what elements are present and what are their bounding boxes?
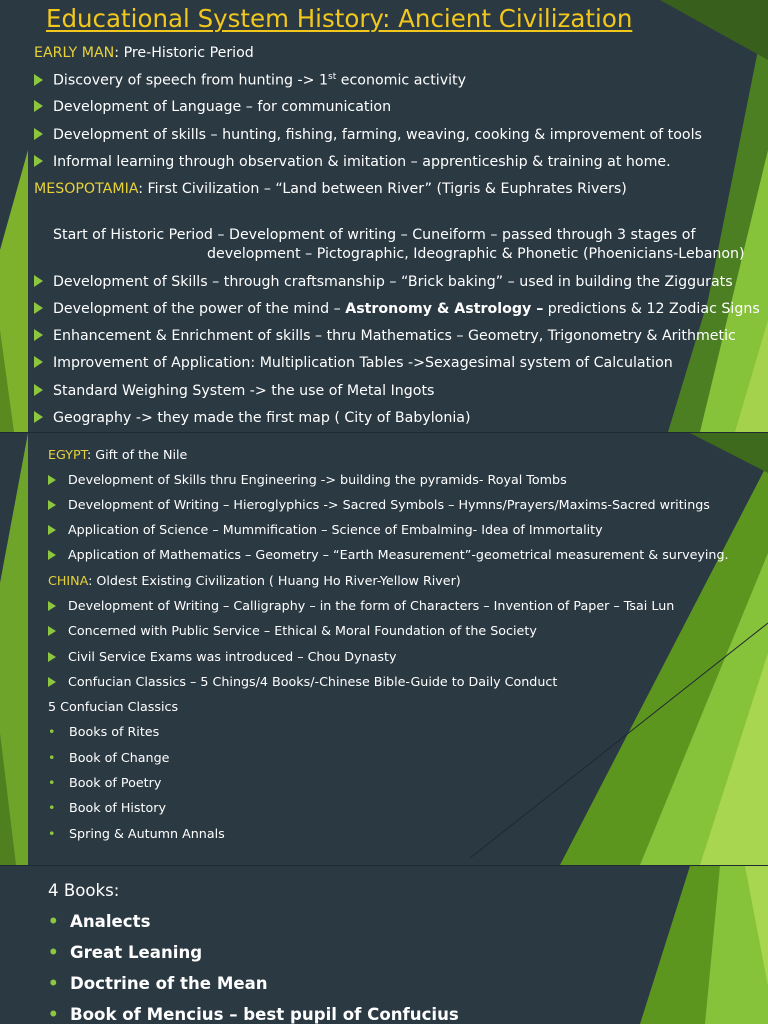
dot-bullet-icon: • <box>48 912 59 931</box>
list-item: Development of Writing – Calligraphy – in the form of Characters – Invention of Paper – Tsai Lun <box>48 598 674 613</box>
arrow-bullet-icon <box>48 550 56 560</box>
list-item: • Book of Change <box>48 750 170 765</box>
dot-bullet-icon: • <box>48 974 59 993</box>
list-item: Development of Skills – through craftsmanship – “Brick baking” – used in building the Ziggurats <box>34 274 733 291</box>
list-item: • Book of Mencius – best pupil of Confucius <box>48 1005 459 1024</box>
list-item: • Book of Poetry <box>48 775 162 790</box>
list-item: Geography -> they made the first map ( City of Babylonia) <box>34 410 471 427</box>
arrow-bullet-icon <box>34 74 43 86</box>
list-item: • Doctrine of the Mean <box>48 974 268 993</box>
arrow-bullet-icon <box>34 155 43 167</box>
china-label: CHINA <box>48 573 89 588</box>
dot-bullet-icon: • <box>48 943 59 962</box>
slide-3 <box>0 866 768 1024</box>
list-item: Informal learning through observation & imitation – apprenticeship & training at home. <box>34 154 671 171</box>
early-man-heading <box>34 45 254 62</box>
list-item: Concerned with Public Service – Ethical & Moral Foundation of the Society <box>48 623 537 638</box>
egypt-subtitle: : Gift of the Nile <box>86 447 188 462</box>
arrow-bullet-icon <box>34 411 43 423</box>
list-item: Development of Writing – Hieroglyphics -> Sacred Symbols – Hymns/Prayers/Maxims-Sacred writings <box>48 497 710 512</box>
arrow-bullet-icon <box>48 601 56 611</box>
mesopotamia-subtitle: : First Civilization – “Land between River” (Tigris & Euphrates Rivers) <box>138 181 627 197</box>
list-item: Development of the power of the mind – Astronomy & Astrology – predictions & 12 Zodiac Signs <box>34 301 760 318</box>
mesopotamia-heading <box>34 181 627 198</box>
dot-bullet-icon: • <box>48 724 56 739</box>
arrow-bullet-icon <box>34 356 43 368</box>
arrow-bullet-icon <box>48 475 56 485</box>
list-item: Confucian Classics – 5 Chings/4 Books/-Chinese Bible-Guide to Daily Conduct <box>48 674 557 689</box>
arrow-bullet-icon <box>34 329 43 341</box>
arrow-bullet-icon <box>48 652 56 662</box>
list-item: • Spring & Autumn Annals <box>48 826 225 841</box>
arrow-bullet-icon <box>48 525 56 535</box>
list-item: Development of skills – hunting, fishing, farming, weaving, cooking & improvement of tools <box>34 127 702 144</box>
arrow-bullet-icon <box>34 275 43 287</box>
list-item: Improvement of Application: Multiplication Tables ->Sexagesimal system of Calculation <box>34 355 673 372</box>
china-heading <box>48 573 461 588</box>
list-item: • Great Leaning <box>48 943 203 962</box>
arrow-bullet-icon <box>48 677 56 687</box>
mesopotamia-paragraph-line-2: development – Pictographic, Ideographic & Phonetic (Phoenicians-Lebanon) <box>207 246 745 262</box>
list-item: Application of Mathematics – Geometry – “Earth Measurement”-geometrical measurement & surveying. <box>48 547 729 562</box>
egypt-label: EGYPT <box>48 447 87 462</box>
list-item: Civil Service Exams was introduced – Chou Dynasty <box>48 649 397 664</box>
dot-bullet-icon: • <box>48 750 56 765</box>
list-item: Development of Skills thru Engineering -> building the pyramids- Royal Tombs <box>48 472 567 487</box>
arrow-bullet-icon <box>48 500 56 510</box>
list-item: Application of Science – Mummification – Science of Embalming- Idea of Immortality <box>48 522 603 537</box>
classics-heading: 5 Confucian Classics <box>48 699 179 714</box>
arrow-bullet-icon <box>34 384 43 396</box>
list-item: Discovery of speech from hunting -> 1st economic activity <box>34 72 466 90</box>
dot-bullet-icon: • <box>48 1005 59 1024</box>
slide-2 <box>0 433 768 865</box>
arrow-bullet-icon <box>34 100 43 112</box>
mesopotamia-paragraph-line-1: Start of Historic Period – Development of writing – Cuneiform – passed through 3 stages of <box>53 227 696 243</box>
list-item: • Analects <box>48 912 151 931</box>
list-item: • Book of History <box>48 800 167 815</box>
list-item: Standard Weighing System -> the use of Metal Ingots <box>34 383 434 400</box>
four-books-heading: 4 Books: <box>48 881 120 900</box>
dot-bullet-icon: • <box>48 775 56 790</box>
list-item: Development of Language – for communication <box>34 99 391 116</box>
list-item: • Books of Rites <box>48 724 160 739</box>
page-title: Educational System History: Ancient Civilization <box>46 4 633 33</box>
dot-bullet-icon: • <box>48 826 56 841</box>
china-subtitle: : Oldest Existing Civilization ( Huang Ho River-Yellow River) <box>88 573 461 588</box>
arrow-bullet-icon <box>48 626 56 636</box>
dot-bullet-icon: • <box>48 800 56 815</box>
slide-1 <box>0 0 768 432</box>
early-man-subtitle: : Pre-Historic Period <box>114 45 254 61</box>
early-man-label: EARLY MAN <box>34 45 115 61</box>
arrow-bullet-icon <box>34 128 43 140</box>
mesopotamia-label: MESOPOTAMIA <box>34 181 139 197</box>
arrow-bullet-icon <box>34 302 43 314</box>
list-item: Enhancement & Enrichment of skills – thru Mathematics – Geometry, Trigonometry & Arithmetic <box>34 328 736 345</box>
egypt-heading <box>48 447 187 462</box>
